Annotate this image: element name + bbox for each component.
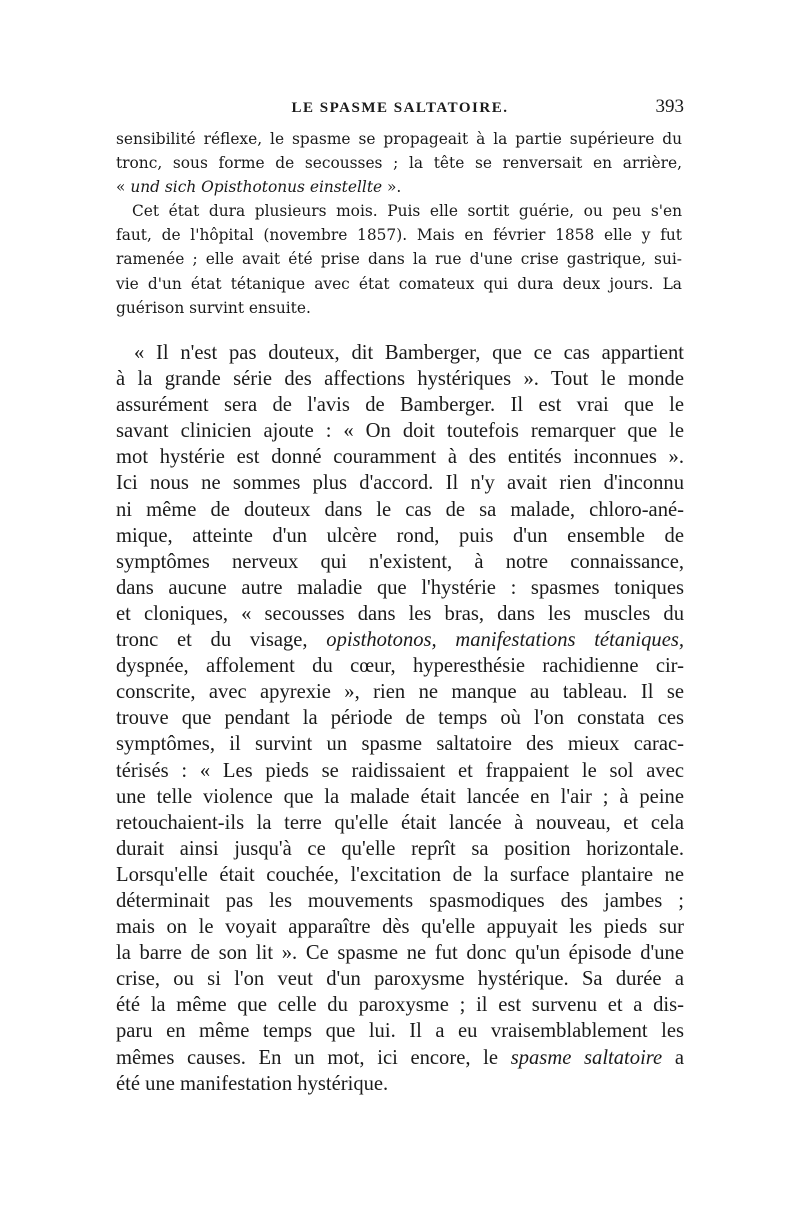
text-line [116, 653, 684, 679]
text-run: déterminait pas les mouvements spasmodiques des jambes ; [116, 889, 684, 912]
text-run: savant clinicien ajoute : « On doit toutefois remarquer que le [116, 420, 684, 443]
text-run: symptômes nerveux qui n'existent, à notre connaissance, [116, 550, 684, 573]
text-line [116, 862, 684, 888]
text-line [116, 1045, 684, 1071]
text-line [116, 470, 684, 496]
text-run: tronc et du visage, [116, 629, 327, 652]
text-line [116, 444, 684, 470]
text-run: vie d'un état tétanique avec état comateux qui dura deux jours. La [116, 274, 682, 293]
text-line [116, 296, 682, 320]
text-run: conscrite, avec apyrexie », rien ne manque au tableau. Il se [116, 681, 684, 704]
text-line [116, 914, 684, 940]
paragraph [116, 127, 682, 199]
text-line [116, 784, 684, 810]
text-line [116, 601, 684, 627]
text-run: térisés : « Les pieds se raidissaient et frappaient le sol avec [116, 759, 684, 782]
italic-text: und sich Opisthotonus einstellte [130, 178, 383, 197]
text-line [116, 888, 684, 914]
text-run: dans aucune autre maladie que l'hystérie : spasmes toniques [116, 576, 684, 599]
text-line [116, 127, 682, 151]
text-run: retouchaient-ils la terre qu'elle était lancée à nouveau, et cela [116, 811, 684, 834]
footnote-style-paragraphs [116, 127, 682, 320]
text-run: ni même de douteux dans le cas de sa malade, chloro-ané- [116, 498, 684, 521]
text-run: symptômes, il survint un spasme saltatoire des mieux carac- [116, 733, 684, 756]
text-run: guérison survint ensuite. [116, 298, 311, 317]
text-line [116, 758, 684, 784]
text-run: été une manifestation hystérique. [116, 1072, 389, 1095]
text-line [116, 940, 684, 966]
text-run: mêmes causes. En un mot, ici encore, le [116, 1046, 511, 1069]
text-run: mais on le voyait apparaître dès qu'elle appuyait les pieds sur [116, 916, 684, 939]
text-run: la barre de son lit ». Ce spasme ne fut donc qu'un épisode d'une [116, 942, 684, 965]
page-number: 393 [655, 96, 684, 117]
text-line [116, 1018, 684, 1044]
italic-text: spasme saltatoire [510, 1046, 663, 1069]
text-run: assurément sera de l'avis de Bamberger. Il est vrai que le [116, 394, 684, 417]
text-run: tronc, sous forme de secousses ; la tête se renversait en arrière, [116, 154, 682, 173]
text-line [116, 627, 684, 653]
text-run: paru en même temps que lui. Il a eu vraisemblablement les [116, 1020, 684, 1043]
text-run: à la grande série des affections hystériques ». Tout le monde [116, 368, 684, 391]
main-paragraph [116, 340, 684, 1097]
text-run: sensibilité réflexe, le spasme se propageait à la partie supérieure du [116, 130, 682, 148]
text-run: dyspnée, affolement du cœur, hyperesthésie rachidienne cir- [116, 655, 684, 678]
text-line [116, 679, 684, 705]
text-run: ramenée ; elle avait été prise dans la rue d'une crise gastrique, sui- [116, 250, 682, 269]
running-title: LE SPASME SALTATOIRE. [291, 100, 509, 116]
text-line [116, 966, 684, 992]
text-line [116, 497, 684, 523]
text-line [116, 731, 684, 757]
text-line [116, 340, 684, 366]
text-line [116, 199, 682, 223]
text-line [116, 247, 682, 271]
paragraph [116, 199, 682, 319]
text-line [116, 810, 684, 836]
text-run: faut, de l'hôpital (novembre 1857). Mais en février 1858 elle y fut [116, 226, 682, 245]
text-line [116, 992, 684, 1018]
text-line [116, 418, 684, 444]
text-line [116, 175, 682, 199]
text-run: durait ainsi jusqu'à ce qu'elle reprît sa position horizontale. [116, 837, 684, 860]
text-run: ». [382, 178, 402, 197]
text-run: crise, ou si l'on veut d'un paroxysme hystérique. Sa durée a [116, 968, 684, 991]
text-run: une telle violence que la malade était lancée en l'air ; à peine [116, 785, 684, 808]
text-line [116, 366, 684, 392]
text-line [116, 523, 684, 549]
text-line [116, 575, 684, 601]
text-line [116, 705, 684, 731]
page-header [116, 96, 684, 122]
text-run: Cet état dura plusieurs mois. Puis elle sortit guérie, ou peu s'en [132, 202, 682, 221]
text-run: et cloniques, « secousses dans les bras, dans les muscles du [116, 602, 684, 625]
text-run: mot hystérie est donné couramment à des entités inconnues ». [116, 446, 684, 469]
text-line [116, 836, 684, 862]
text-line [116, 549, 684, 575]
text-run: été la même que celle du paroxysme ; il est survenu et a dis- [116, 994, 684, 1017]
text-run: a [662, 1046, 684, 1069]
text-line [116, 272, 682, 296]
text-run: mique, atteinte d'un ulcère rond, puis d'un ensemble de [116, 524, 684, 547]
text-line [116, 223, 682, 247]
text-run: Lorsqu'elle était couchée, l'excitation de la surface plantaire ne [116, 863, 684, 886]
text-run: « Il n'est pas douteux, dit Bamberger, que ce cas appartient [134, 342, 684, 364]
text-line [116, 1071, 684, 1097]
text-run: « [116, 178, 131, 197]
text-run: trouve que pendant la période de temps où l'on constata ces [116, 707, 684, 730]
text-run: Ici nous ne sommes plus d'accord. Il n'y avait rien d'inconnu [116, 472, 684, 495]
text-line [116, 392, 684, 418]
text-line [116, 151, 682, 175]
italic-text: opisthotonos, manifestations tétaniques, [326, 629, 685, 652]
